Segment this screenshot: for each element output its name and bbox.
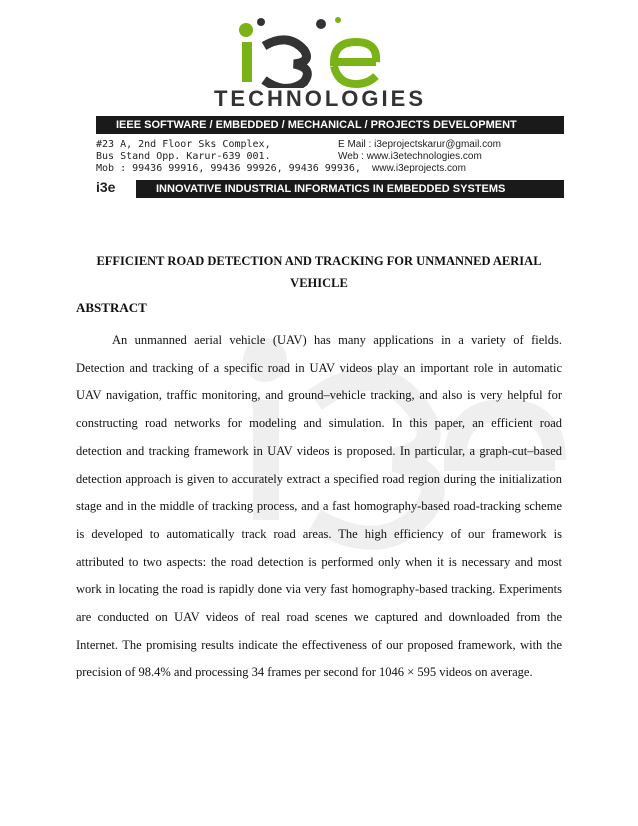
address-line-2: Bus Stand Opp. Karur-639 001. [96, 151, 271, 162]
website-2: www.i3eprojects.com [372, 163, 466, 174]
tagline-bottom: INNOVATIVE INDUSTRIAL INFORMATICS IN EMBEDDED SYSTEMS [96, 180, 564, 198]
website: Web : www.i3etechnologies.com [338, 151, 482, 162]
abstract-body: An unmanned aerial vehicle (UAV) has many applications in a variety of fields. Detection and tracking of a specific road in UAV videos play an important role in automatic UAV navigation, traffic monitoring, and ground–vehicle tracking, and also is very helpful for constructing road networks for modeling and simulation. In this paper, an efficient road detection and tracking framework in UAV videos is proposed. In particular, a graph-cut–based detection approach is given to accurately extract a specified road region during the initialization stage and in the middle of tracking process, and a fast homography-based road-tracking scheme is developed to automatically track road areas. The high efficiency of our framework is attributed to two aspects: the road detection is performed only when it is necessary and most work in locating the road is rapidly done via very fast homography-based tracking. Experiments are conducted on UAV videos of real road scenes we captured and downloaded from the Internet. The promising results indicate the effectiveness of our proposed framework, with the precision of 98.4% and processing 34 frames per second for 1046 × 595 videos on average. [76, 333, 562, 680]
document-title: EFFICIENT ROAD DETECTION AND TRACKING FOR UNMANNED AERIAL VEHICLE [96, 254, 542, 290]
company-name: TECHNOLOGIES [213, 86, 426, 111]
i3e-logo-icon [216, 16, 426, 88]
address-line-1: #23 A, 2nd Floor Sks Complex, [96, 139, 271, 150]
logo [76, 12, 564, 124]
small-logo: i3e [96, 179, 136, 199]
phone-numbers: Mob : 99436 99916, 99436 99926, 99436 99936, [96, 163, 361, 174]
email: E Mail : i3eprojectskarur@gmail.com [338, 139, 501, 150]
header-banner [76, 12, 564, 210]
address-block [96, 139, 361, 175]
contact-block [338, 139, 501, 175]
tagline-top: IEEE SOFTWARE / EMBEDDED / MECHANICAL / PROJECTS DEVELOPMENT [96, 116, 564, 134]
abstract-heading: ABSTRACT [76, 300, 147, 315]
